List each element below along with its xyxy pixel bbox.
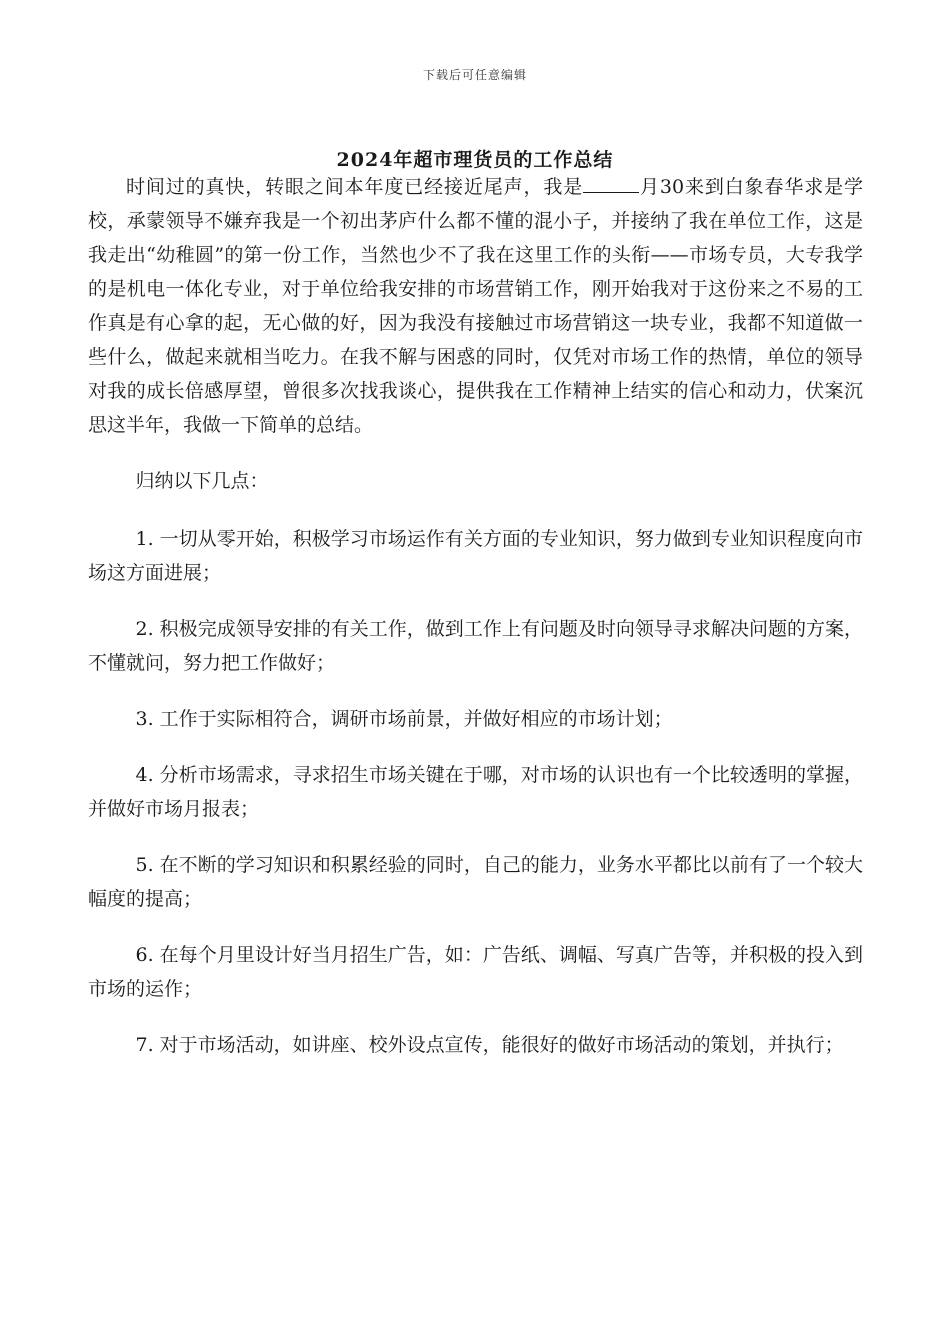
- document-body: [88, 170, 863, 1084]
- list-item: 2. 积极完成领导安排的有关工作，做到工作上有问题及时向领导寻求解决问题的方案，不懂就问，努力把工作做好；: [88, 618, 863, 674]
- intro-paragraph: [88, 170, 863, 442]
- summary-lead: 归纳以下几点：: [135, 470, 269, 492]
- header-note: 下载后可任意编辑: [422, 68, 527, 82]
- list-item: 1. 一切从零开始，积极学习市场运作有关方面的专业知识，努力做到专业知识程度向市场这方面进展；: [88, 528, 863, 584]
- intro-text-rest: 月30来到白象春华求是学校，承蒙领导不嫌弃我是一个初出茅庐什么都不懂的混小子，并接纳了我在单位工作，这是我走出“幼稚圆”的第一份工作，当然也少不了我在这里工作的头衔——市场专员，大专我学的是机电一体化专业，对于单位给我安排的市场营销工作，刚开始我对于这份来之不易的工作真是有心拿的起，无心做的好，因为我没有接触过市场营销这一块专业，我都不知道做一些什么，做起来就相当吃力。在我不解与困惑的同时，仅凭对市场工作的热情，单位的领导对我的成长倍感厚望，曾很多次找我谈心，提供我在工作精神上结实的信心和动力，伏案沉思这半年，我做一下简单的总结。: [88, 176, 863, 436]
- document-title: 2024年超市理货员的工作总结: [336, 149, 614, 171]
- list-item: 3. 工作于实际相符合，调研市场前景，并做好相应的市场计划；: [135, 708, 673, 730]
- list-item: 7. 对于市场活动，如讲座、校外设点宣传，能很好的做好市场活动的策划，并执行；: [135, 1034, 844, 1056]
- list-item: 5. 在不断的学习知识和积累经验的同时，自己的能力，业务水平都比以前有了一个较大幅度的提高；: [88, 854, 863, 910]
- list-item: 4. 分析市场需求，寻求招生市场关键在于哪，对市场的认识也有一个比较透明的掌握，并做好市场月报表；: [88, 764, 863, 820]
- list-item: 6. 在每个月里设计好当月招生广告，如：广告纸、调幅、写真广告等，并积极的投入到市场的运作；: [88, 944, 863, 1000]
- intro-text-start: 时间过的真快，转眼之间本年度已经接近尾声，我是: [126, 176, 584, 198]
- fill-in-blank: [583, 174, 639, 193]
